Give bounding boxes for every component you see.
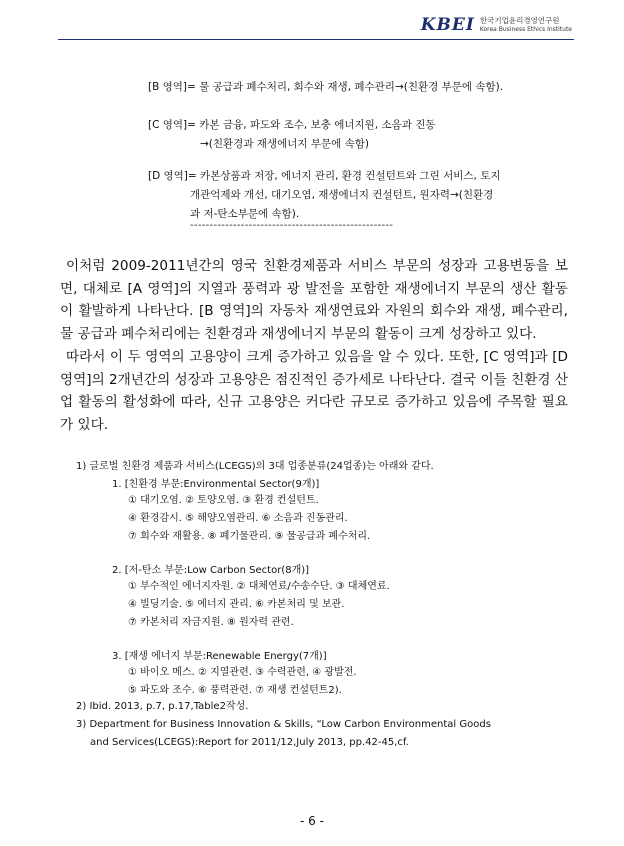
classification-c-line-2: →(친환경과 재생에너지 부문에 속함) — [200, 138, 370, 150]
classification-b-desc: 물 공급과 폐수처리, 회수와 재생, 폐수관리→(친환경 부문에 속함). — [199, 81, 504, 93]
header-rule — [58, 39, 574, 40]
footnote-group-2-line-3: ⑦ 카본처리 자금지원. ⑧ 원자력 관련. — [128, 617, 294, 628]
body-paragraph-1: 이처럼 2009-2011년간의 영국 친환경제품과 서비스 부문의 성장과 고용변동을 보면, 대체로 [A 영역]의 지열과 풍력과 광 발전을 포함한 재생에너지 부문의 생산 활동이 활발하게 나타난다. [B 영역]의 자동차 재생연료와 자원의 회수와 재생, 폐수관리, 물 공급과 폐수처리에는 친환경과 재생에너지 부문의 활동이 크게 성장하고 있다. — [60, 258, 568, 343]
classification-d-line-3: 과 저-탄소부문에 속함). — [190, 208, 300, 220]
classification-d-line-2: 개관억제와 개선, 대기오염, 재생에너지 컨설턴트, 원자력→(친환경 — [190, 189, 494, 201]
classification-c-tag: [C 영역]= — [148, 119, 200, 131]
body-paragraph-2: 따라서 이 두 영역의 고용양이 크게 증가하고 있음을 알 수 있다. 또한, [C 영역]과 [D 영역]의 2개년간의 성장과 고용양은 점진적인 증가세로 나타난다. 결국 이들 친환경 산업 활동의 활성화에 따라, 신규 고용양은 커다란 규모로 증가하고 있음에 주목할 필요가 있다. — [60, 349, 568, 434]
classification-d-line-1: 카본상품과 저장, 에너지 관리, 환경 컨설턴트와 그린 서비스, 토지 — [200, 170, 501, 182]
classification-b — [148, 78, 503, 97]
institute-logo — [421, 16, 572, 34]
section-divider: ---------------------------------------------------- — [190, 220, 394, 231]
footnote-group-2-title: 2. [저-탄소 부문:Low Carbon Sector(8개)] — [112, 565, 310, 576]
logo-mark: KBEI — [420, 15, 475, 35]
footnote-group-1-line-3: ⑦ 회수와 재활용. ⑧ 폐기물관리. ⑨ 물공급과 폐수처리. — [128, 531, 371, 542]
footnote-group-1-line-1: ① 대기오염. ② 토양오염. ③ 환경 컨설턴트. — [128, 495, 319, 506]
footnote-group-3-line-2: ⑤ 파도와 조수. ⑥ 풍력관련. ⑦ 재생 컨설턴트2). — [128, 685, 342, 696]
footnote-2: 2) Ibid. 2013, p.7, p.17,Table2작성. — [76, 701, 249, 712]
page-number: - 6 - — [300, 814, 324, 828]
classification-d — [148, 167, 500, 224]
footnote-3-line-2: and Services(LCEGS):Report for 2011/12,July 2013, pp.42-45,cf. — [90, 737, 409, 748]
footnote-3-line-1: 3) Department for Business Innovation & Skills, “Low Carbon Environmental Goods — [76, 719, 491, 730]
footnote-group-1-title: 1. [친환경 부문:Environmental Sector(9개)] — [112, 479, 320, 490]
footnote-group-3-line-1: ① 바이오 메스. ② 지열관련. ③ 수력관련, ④ 광발전. — [128, 667, 357, 678]
classification-c-line-1: 카본 금융, 파도와 조수, 보충 에너지원, 소음과 진동 — [199, 119, 436, 131]
logo-english-name: Korea Business Ethics Institute — [479, 26, 572, 33]
footnote-group-1-line-2: ④ 환경감시. ⑤ 해양오염관리. ⑥ 소음과 진동관리. — [128, 513, 348, 524]
classification-d-tag: [D 영역]= — [148, 170, 201, 182]
footnote-group-3-title: 3. [재생 에너지 부문:Renewable Energy(7개)] — [112, 651, 327, 662]
footnote-group-2-line-2: ④ 빌딩기술. ⑤ 에너지 관리. ⑥ 카본처리 및 보관. — [128, 599, 345, 610]
classification-c — [148, 116, 436, 154]
footnote-group-2-line-1: ① 부수적인 에너지자원. ② 대체연료/수송수단. ③ 대체연료. — [128, 581, 390, 592]
footnote-1-title: 1) 글로벌 친환경 제품과 서비스(LCEGS)의 3대 업종분류(24업종)는 아래와 같다. — [76, 461, 434, 472]
logo-text — [480, 16, 572, 34]
classification-b-tag: [B 영역]= — [148, 81, 200, 93]
logo-korean-name: 한국기업윤리경영연구원 — [479, 16, 560, 25]
